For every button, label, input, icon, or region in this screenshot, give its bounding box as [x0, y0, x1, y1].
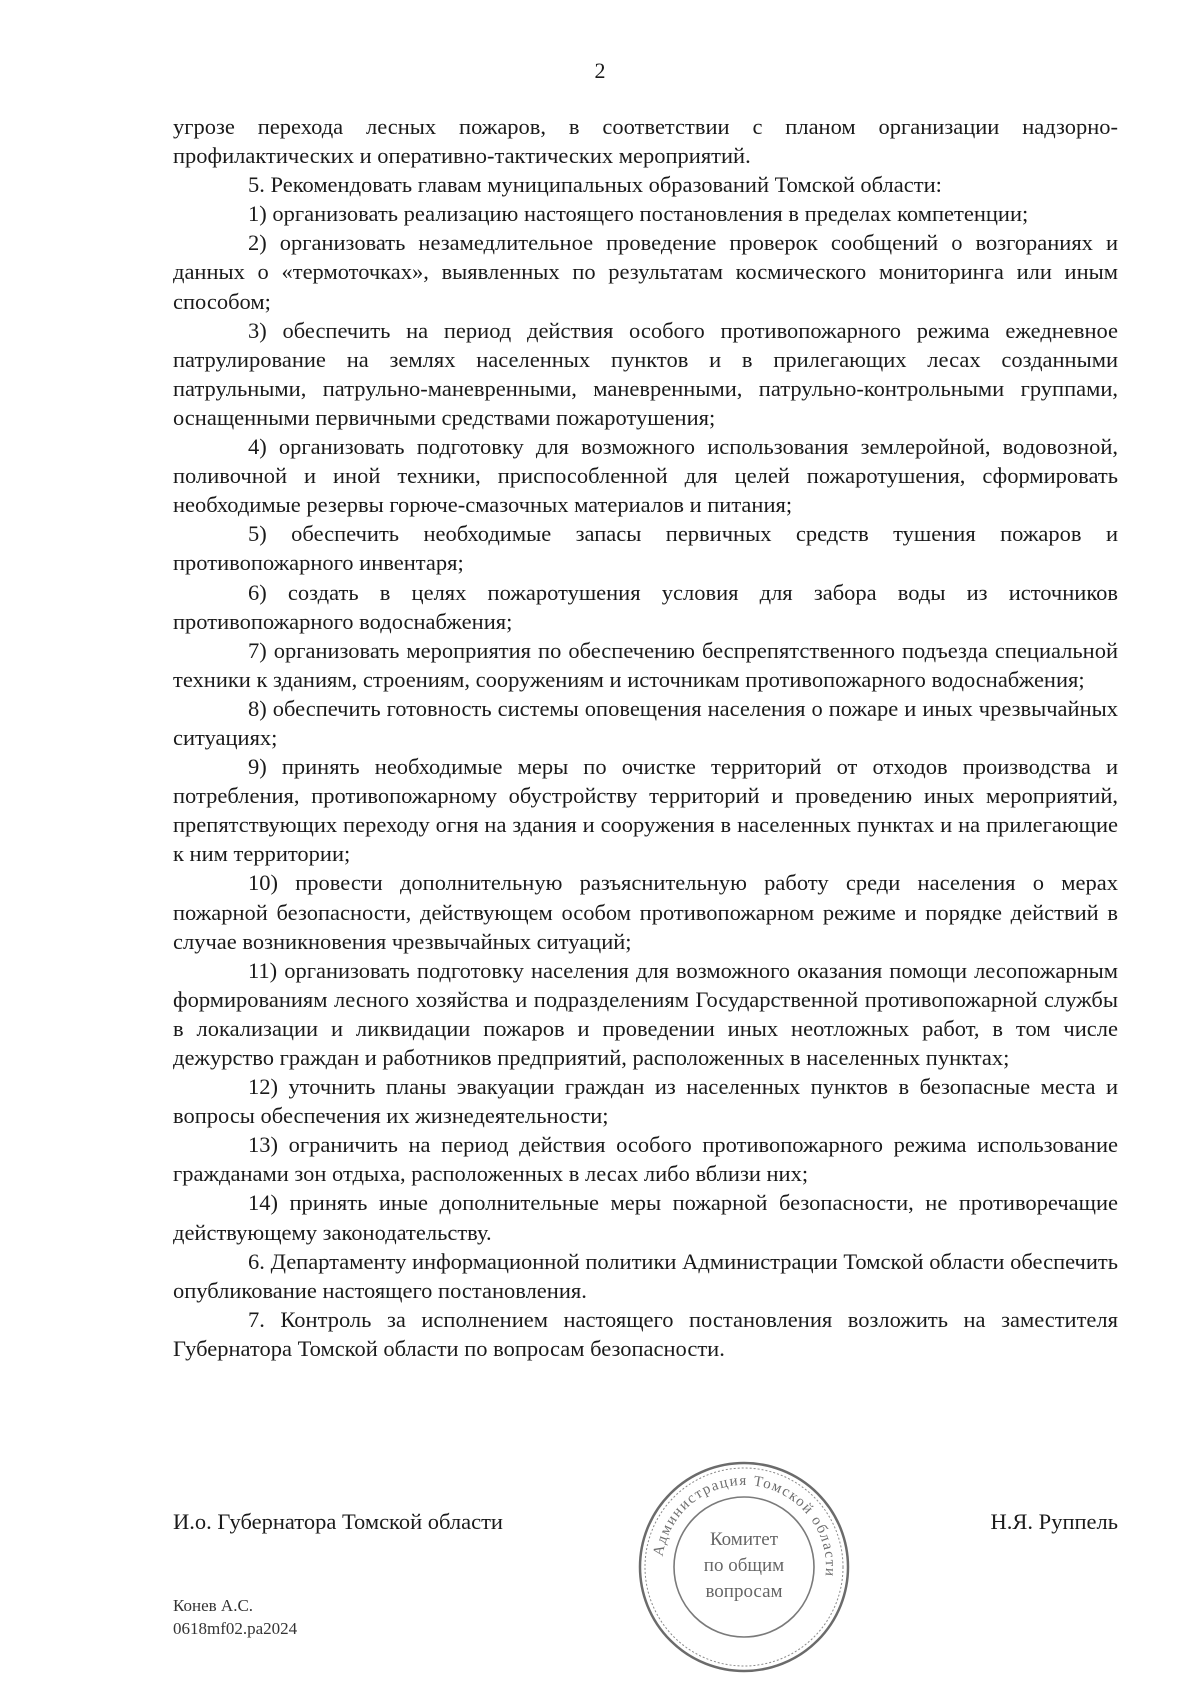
document-footer: [173, 1594, 297, 1640]
paragraph: 4) организовать подготовку для возможного использования землеройной, водовозной, поливочной и иной техники, приспособленной для целей пожаротушения, сформировать необходимые резервы горюче-смазочных материалов и питания;: [173, 434, 1118, 518]
stamp-center-line: вопросам: [705, 1581, 783, 1602]
paragraph: 1) организовать реализацию настоящего постановления в пределах компетенции;: [248, 201, 1029, 227]
stamp-center-line: Комитет: [709, 1529, 779, 1550]
paragraph: 7) организовать мероприятия по обеспечению беспрепятственного подъезда специальной техники к зданиям, строениям, сооружениям и источникам противопожарного водоснабжения;: [173, 637, 1118, 692]
document-code: 0618mf02.pa2024: [173, 1619, 298, 1638]
paragraph: 6. Департаменту информационной политики Администрации Томской области обеспечить опубликование настоящего постановления.: [173, 1248, 1118, 1303]
paragraph: 12) уточнить планы эвакуации граждан из населенных пунктов в безопасные места и вопросы обеспечения их жизнедеятельности;: [173, 1074, 1118, 1129]
paragraph: 2) организовать незамедлительное проведение проверок сообщений о возгораниях и данных о «термоточках», выявленных по результатам космического мониторинга или иным способом;: [173, 230, 1118, 314]
stamp-ring-text: Администрация Томской области: [650, 1472, 839, 1579]
document-body: [173, 112, 1118, 1363]
paragraph: 6) создать в целях пожаротушения условия для забора воды из источников противопожарного водоснабжения;: [173, 579, 1118, 634]
official-stamp: [636, 1459, 852, 1675]
paragraph: 5) обеспечить необходимые запасы первичных средств тушения пожаров и противопожарного инвентаря;: [173, 521, 1118, 576]
stamp-center-line: по общим: [703, 1555, 785, 1576]
paragraph: 3) обеспечить на период действия особого противопожарного режима ежедневное патрулирование на землях населенных пунктов и в прилегающих лесах созданными патрульными, патрульно-маневренными, маневренными, патрульно-контрольными группами, оснащенными первичными средствами пожаротушения;: [173, 317, 1118, 430]
executor-name: Конев А.С.: [173, 1596, 254, 1615]
paragraph: 7. Контроль за исполнением настоящего постановления возложить на заместителя Губернатора Томской области по вопросам безопасности.: [173, 1306, 1118, 1361]
paragraph: 9) принять необходимые меры по очистке территорий от отходов производства и потребления, противопожарному обустройству территорий и проведению иных мероприятий, препятствующих переходу огня на здания и сооружения в населенных пунктах и на прилегающие к ним территории;: [173, 754, 1118, 867]
paragraph: 5. Рекомендовать главам муниципальных образований Томской области:: [248, 172, 942, 198]
paragraph: 8) обеспечить готовность системы оповещения населения о пожаре и иных чрезвычайных ситуациях;: [173, 695, 1118, 750]
paragraph: 10) провести дополнительную разъяснительную работу среди населения о мерах пожарной безопасности, действующем особом противопожарном режиме и порядке действий в случае возникновения чрезвычайных ситуаций;: [173, 870, 1118, 954]
paragraph: 13) ограничить на период действия особого противопожарного режима использование гражданами зон отдыха, расположенных в лесах либо вблизи них;: [173, 1132, 1118, 1187]
page-number: 2: [594, 58, 606, 83]
signatory-name: Н.Я. Руппель: [990, 1509, 1118, 1534]
paragraph: угрозе перехода лесных пожаров, в соответствии с планом организации надзорно-профилактических и оперативно-тактических мероприятий.: [173, 114, 1118, 169]
signatory-title: И.о. Губернатора Томской области: [173, 1509, 503, 1534]
paragraph: 14) принять иные дополнительные меры пожарной безопасности, не противоречащие действующему законодательству.: [173, 1190, 1118, 1245]
paragraph: 11) организовать подготовку населения для возможного оказания помощи лесопожарным формированиям лесного хозяйства и подразделениям Государственной противопожарной службы в локализации и ликвидации пожаров и проведении иных неотложных работ, в том числе дежурство граждан и работников предприятий, расположенных в населенных пунктах;: [173, 957, 1118, 1070]
